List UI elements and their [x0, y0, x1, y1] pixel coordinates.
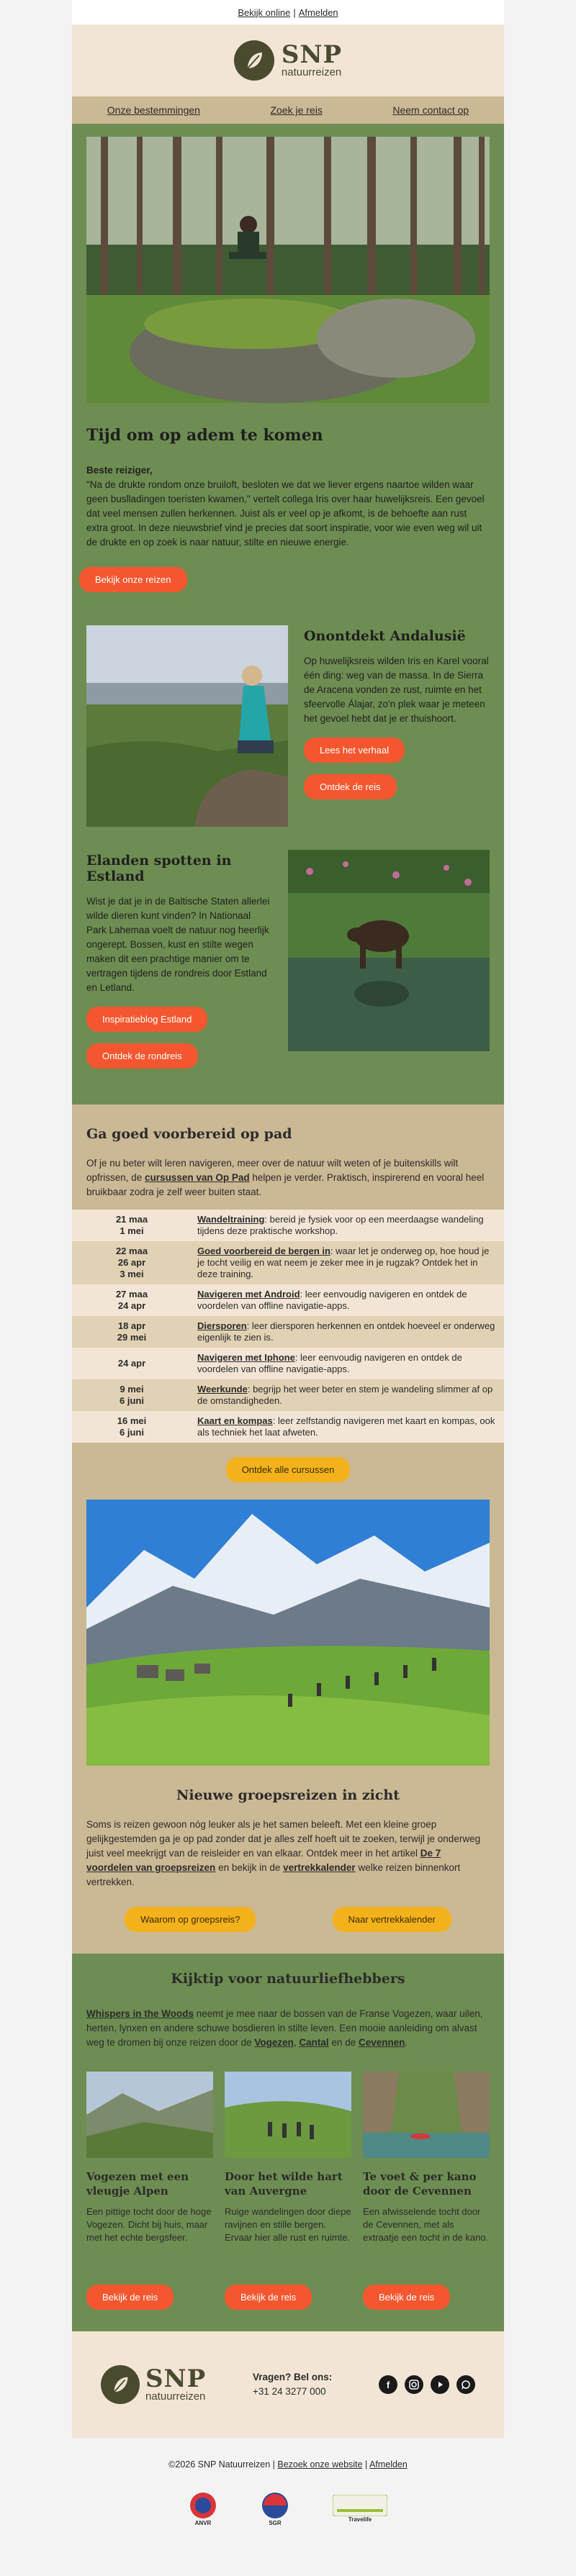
course-row — [72, 1284, 504, 1316]
op-pad-link[interactable]: cursussen van Op Pad — [145, 1172, 250, 1183]
watch-tip-title: Kijktip voor natuurliefhebbers — [171, 1971, 405, 1987]
group-advantages-link[interactable]: De 7 voordelen van groepsreizen — [86, 1848, 441, 1873]
course-row — [72, 1316, 504, 1348]
footer-contact — [72, 2331, 504, 2438]
header — [72, 24, 504, 96]
estland-title: Elanden spotten in Estland — [86, 853, 232, 884]
copyright-line: ©2026 SNP Natuurreizen | Bezoek onze website | Afmelden — [168, 2459, 408, 2470]
course-description: Navigeren met Iphone: leer eenvoudig navigeren en ontdek de voordelen van offline navigatie-apps. — [197, 1352, 462, 1374]
trip-card — [225, 2072, 351, 2310]
vogezen-link[interactable]: Vogezen — [254, 2037, 294, 2048]
card-text: Ruige wandelingen door diepe ravijnen en stille bergen. Ervaar hier alle rust en ruimte. — [225, 2206, 351, 2243]
instagram-icon[interactable] — [405, 2375, 423, 2394]
phone-label: Vragen? Bel ons: — [252, 2372, 333, 2382]
card-view-trip-button[interactable]: Bekijk de reis — [86, 2285, 174, 2310]
course-dates: 9 mei 6 juni — [120, 1384, 144, 1406]
course-link[interactable]: Kaart en kompas — [197, 1415, 273, 1426]
card-title: Te voet & per kano door de Cevennen — [363, 2170, 477, 2198]
course-description: Weerkunde: begrijp het weer beter en stem je wandeling slimmer af op de omstandigheden. — [197, 1384, 493, 1406]
top-bar — [72, 0, 504, 24]
leaf-logo-icon[interactable] — [234, 40, 274, 81]
estland-text: Wist je dat je in de Baltische Staten allerlei wilde dieren kunt vinden? In Nationaal Park Lahemaa voelt de natuur nog heerlijk ongerept. Bossen, kust en stilte wegen maken dit een prachtige manier om te vertragen tijdens de rondreis door Estland en Letland. — [86, 896, 270, 993]
youtube-icon[interactable] — [431, 2375, 449, 2394]
facebook-icon[interactable]: f — [379, 2375, 397, 2394]
view-online-link[interactable]: Bekijk online — [238, 6, 291, 18]
intro-salutation: Beste reiziger, — [86, 465, 153, 476]
course-row — [72, 1411, 504, 1443]
course-link[interactable]: Navigeren met Iphone — [197, 1352, 295, 1363]
course-dates: 24 apr — [117, 1358, 146, 1369]
cevennen-image[interactable] — [363, 2072, 490, 2158]
course-row — [72, 1379, 504, 1411]
course-description: Diersporen: leer diersporen herkennen en ontdek hoeveel er onderweg eigenlijk te zien is. — [197, 1320, 495, 1343]
whispers-link[interactable]: Whispers in the Woods — [86, 2008, 194, 2019]
membership-badges — [72, 2491, 504, 2526]
intro-text — [86, 463, 490, 550]
course-dates: 22 maa 26 apr 3 mei — [115, 1246, 148, 1279]
trip-card — [363, 2072, 490, 2310]
course-description: Navigeren met Android: leer eenvoudig navigeren en ontdek de voordelen van offline navigatie-apps. — [197, 1289, 467, 1311]
footer-unsubscribe-link[interactable]: Afmelden — [369, 2459, 408, 2470]
group-trips-text: Soms is reizen gewoon nóg leuker als je het samen beleeft. Met een kleine groep gelijkgestemden ga je op pad zonder dat je alles zelf hoeft uit te zoeken, terwijl je onderweg juist veel meekrijgt van de reisleider en van elkaar. Ontdek meer in het artikel De 7 voordelen van groepsreizen en bekijk in de vertrekkalender welke reizen binnenkort vertrekken. — [86, 1819, 481, 1887]
cantal-link[interactable]: Cantal — [299, 2037, 329, 2048]
watch-tip-text: Whispers in the Woods neemt je mee naar de bossen van de Franse Vogezen, waar uilen, herten, lynxen en andere schuwe bosdieren in stilte leven. Een mooie aanleiding om alvast weg te dromen bij onze reizen door de Vogezen, Cantal en de Cevennen. — [86, 2008, 483, 2048]
group-trips-title: Nieuwe groepsreizen in zicht — [176, 1787, 400, 1803]
course-link[interactable]: Wandeltraining — [197, 1214, 265, 1225]
andalusie-image[interactable] — [86, 625, 288, 827]
card-text: Een pittige tocht door de hoge Vogezen. Dicht bij huis, maar met het echte bergsfeer. — [86, 2206, 212, 2243]
elk-image[interactable] — [288, 850, 490, 1051]
footer-brand-name: SNP — [145, 2364, 207, 2393]
anvr-badge: ANVR — [189, 2491, 217, 2526]
course-link[interactable]: Weerkunde — [197, 1384, 248, 1394]
courses-table — [72, 1210, 504, 1443]
vogezen-image[interactable] — [86, 2072, 213, 2158]
nav-destinations[interactable]: Onze bestemmingen — [107, 104, 200, 116]
card-view-trip-button[interactable]: Bekijk de reis — [363, 2285, 450, 2310]
course-dates: 18 apr 29 mei — [117, 1320, 147, 1343]
footer-bottom — [72, 2438, 504, 2562]
sgr-badge: SGR — [261, 2491, 289, 2526]
card-title: Vogezen met een vleugje Alpen — [86, 2170, 189, 2198]
intro-body: "Na de drukte rondom onze bruiloft, besloten we dat we liever ergens naartoe wilden waar geen buslladingen toeristen kwamen," vertelt collega Iris over haar huwelijksreis. Een gevoel dat veel mensen zullen herkennen. Juist als er veel op je afkomt, is de behoefte aan rust extra groot. In deze nieuwsbrief vind je precies dat soort inspiratie, voor wie even weg wil uit de drukte en op zoek is naar natuur, stilte en nieuwe energie. — [86, 479, 485, 548]
course-dates: 16 mei 6 juni — [117, 1415, 147, 1438]
courses-title: Ga goed voorbereid op pad — [86, 1126, 292, 1142]
all-courses-button[interactable]: Ontdek alle cursussen — [226, 1457, 351, 1482]
course-link[interactable]: Goed voorbereid de bergen in — [197, 1246, 330, 1256]
footer-brand-subtitle: natuurreizen — [145, 2390, 206, 2403]
auvergne-image[interactable] — [225, 2072, 351, 2158]
nav-contact[interactable]: Neem contact op — [392, 104, 469, 116]
departure-calendar-link[interactable]: vertrekkalender — [283, 1862, 356, 1873]
intro-title: Tijd om op adem te komen — [86, 426, 323, 445]
trip-card — [86, 2072, 213, 2310]
top-separator: | — [293, 6, 296, 18]
courses-section — [72, 1105, 504, 1954]
course-dates: 21 maa 1 mei — [115, 1214, 148, 1236]
course-link[interactable]: Diersporen — [197, 1320, 247, 1331]
footer-logo[interactable] — [101, 2365, 206, 2404]
andalusie-title: Onontdekt Andalusië — [304, 628, 466, 644]
andalusie-text: Op huwelijksreis wilden Iris en Karel vooral één ding: weg van de massa. In de Sierra de Aracena vonden ze rust, ruimte en het sfeervolle Álajar, zo'n plek waar je meteen het gevoel hebt dat je er thuishoort. — [304, 656, 489, 724]
social-links — [379, 2375, 475, 2394]
view-trips-button[interactable]: Bekijk onze reizen — [79, 567, 187, 592]
brand-name: SNP — [281, 40, 343, 69]
departure-calendar-button[interactable]: Naar vertrekkalender — [333, 1907, 451, 1932]
email-container — [72, 0, 504, 2562]
whatsapp-icon[interactable] — [456, 2375, 475, 2394]
read-story-button[interactable]: Lees het verhaal — [304, 738, 405, 763]
card-title: Door het wilde hart van Auvergne — [225, 2170, 343, 2198]
leaf-logo-icon — [101, 2365, 140, 2404]
phone-number[interactable]: +31 24 3277 000 — [252, 2386, 326, 2397]
brand-logo[interactable] — [281, 40, 343, 78]
andalusie-discover-button[interactable]: Ontdek de reis — [304, 774, 397, 799]
card-view-trip-button[interactable]: Bekijk de reis — [225, 2285, 312, 2310]
estonia-roundtrip-button[interactable]: Ontdek de rondreis — [86, 1043, 198, 1069]
course-row — [72, 1210, 504, 1241]
course-row — [72, 1348, 504, 1379]
intro-section — [72, 124, 504, 1105]
course-row — [72, 1241, 504, 1284]
watch-tip-section — [72, 1954, 504, 2331]
brand-subtitle: natuurreizen — [281, 65, 342, 78]
estonia-blog-button[interactable]: Inspiratieblog Estland — [86, 1007, 207, 1032]
andalusie-block — [72, 614, 504, 838]
courses-intro: Of je nu beter wilt leren navigeren, meer over de natuur wilt weten of je buitenskills wilt opfrissen, de cursussen van Op Pad helpen je verder. Praktisch, inspirerend en vooral heel bruikbaar zodra je zelf weer buiten staat. — [86, 1158, 485, 1197]
course-dates: 27 maa 24 apr — [115, 1289, 148, 1311]
main-nav — [72, 96, 504, 124]
course-description: Kaart en kompas: leer zelfstandig navigeren met kaart en kompas, ook als techniek het laat afweten. — [197, 1415, 495, 1438]
forest-hero-image[interactable] — [86, 137, 490, 403]
nav-search-trip[interactable]: Zoek je reis — [270, 104, 323, 116]
why-group-trip-button[interactable]: Waarom op groepsreis? — [125, 1907, 256, 1932]
website-link[interactable]: Bezoek onze website — [277, 2459, 363, 2470]
trip-cards — [86, 2072, 490, 2310]
course-description: Goed voorbereid de bergen in: waar let je onderweg op, hoe houd je je tocht veilig en wat neem je zeker mee in je rugzak? Ontdek het in deze training. — [197, 1246, 490, 1279]
course-description: Wandeltraining: bereid je fysiek voor op een meerdaagse wandeling tijdens deze praktische workshop. — [197, 1214, 484, 1236]
card-text: Een afwisselende tocht door de Cevennen, met als extraatje een tocht in de kano. — [363, 2206, 489, 2243]
course-link[interactable]: Navigeren met Android — [197, 1289, 300, 1300]
cevennen-link[interactable]: Cevennen — [358, 2037, 405, 2048]
estland-block — [72, 838, 504, 1105]
travelife-badge: Travelife — [333, 2495, 387, 2523]
phone-block — [253, 2370, 332, 2399]
unsubscribe-link[interactable]: Afmelden — [298, 6, 338, 18]
alps-group-image[interactable] — [86, 1500, 490, 1766]
